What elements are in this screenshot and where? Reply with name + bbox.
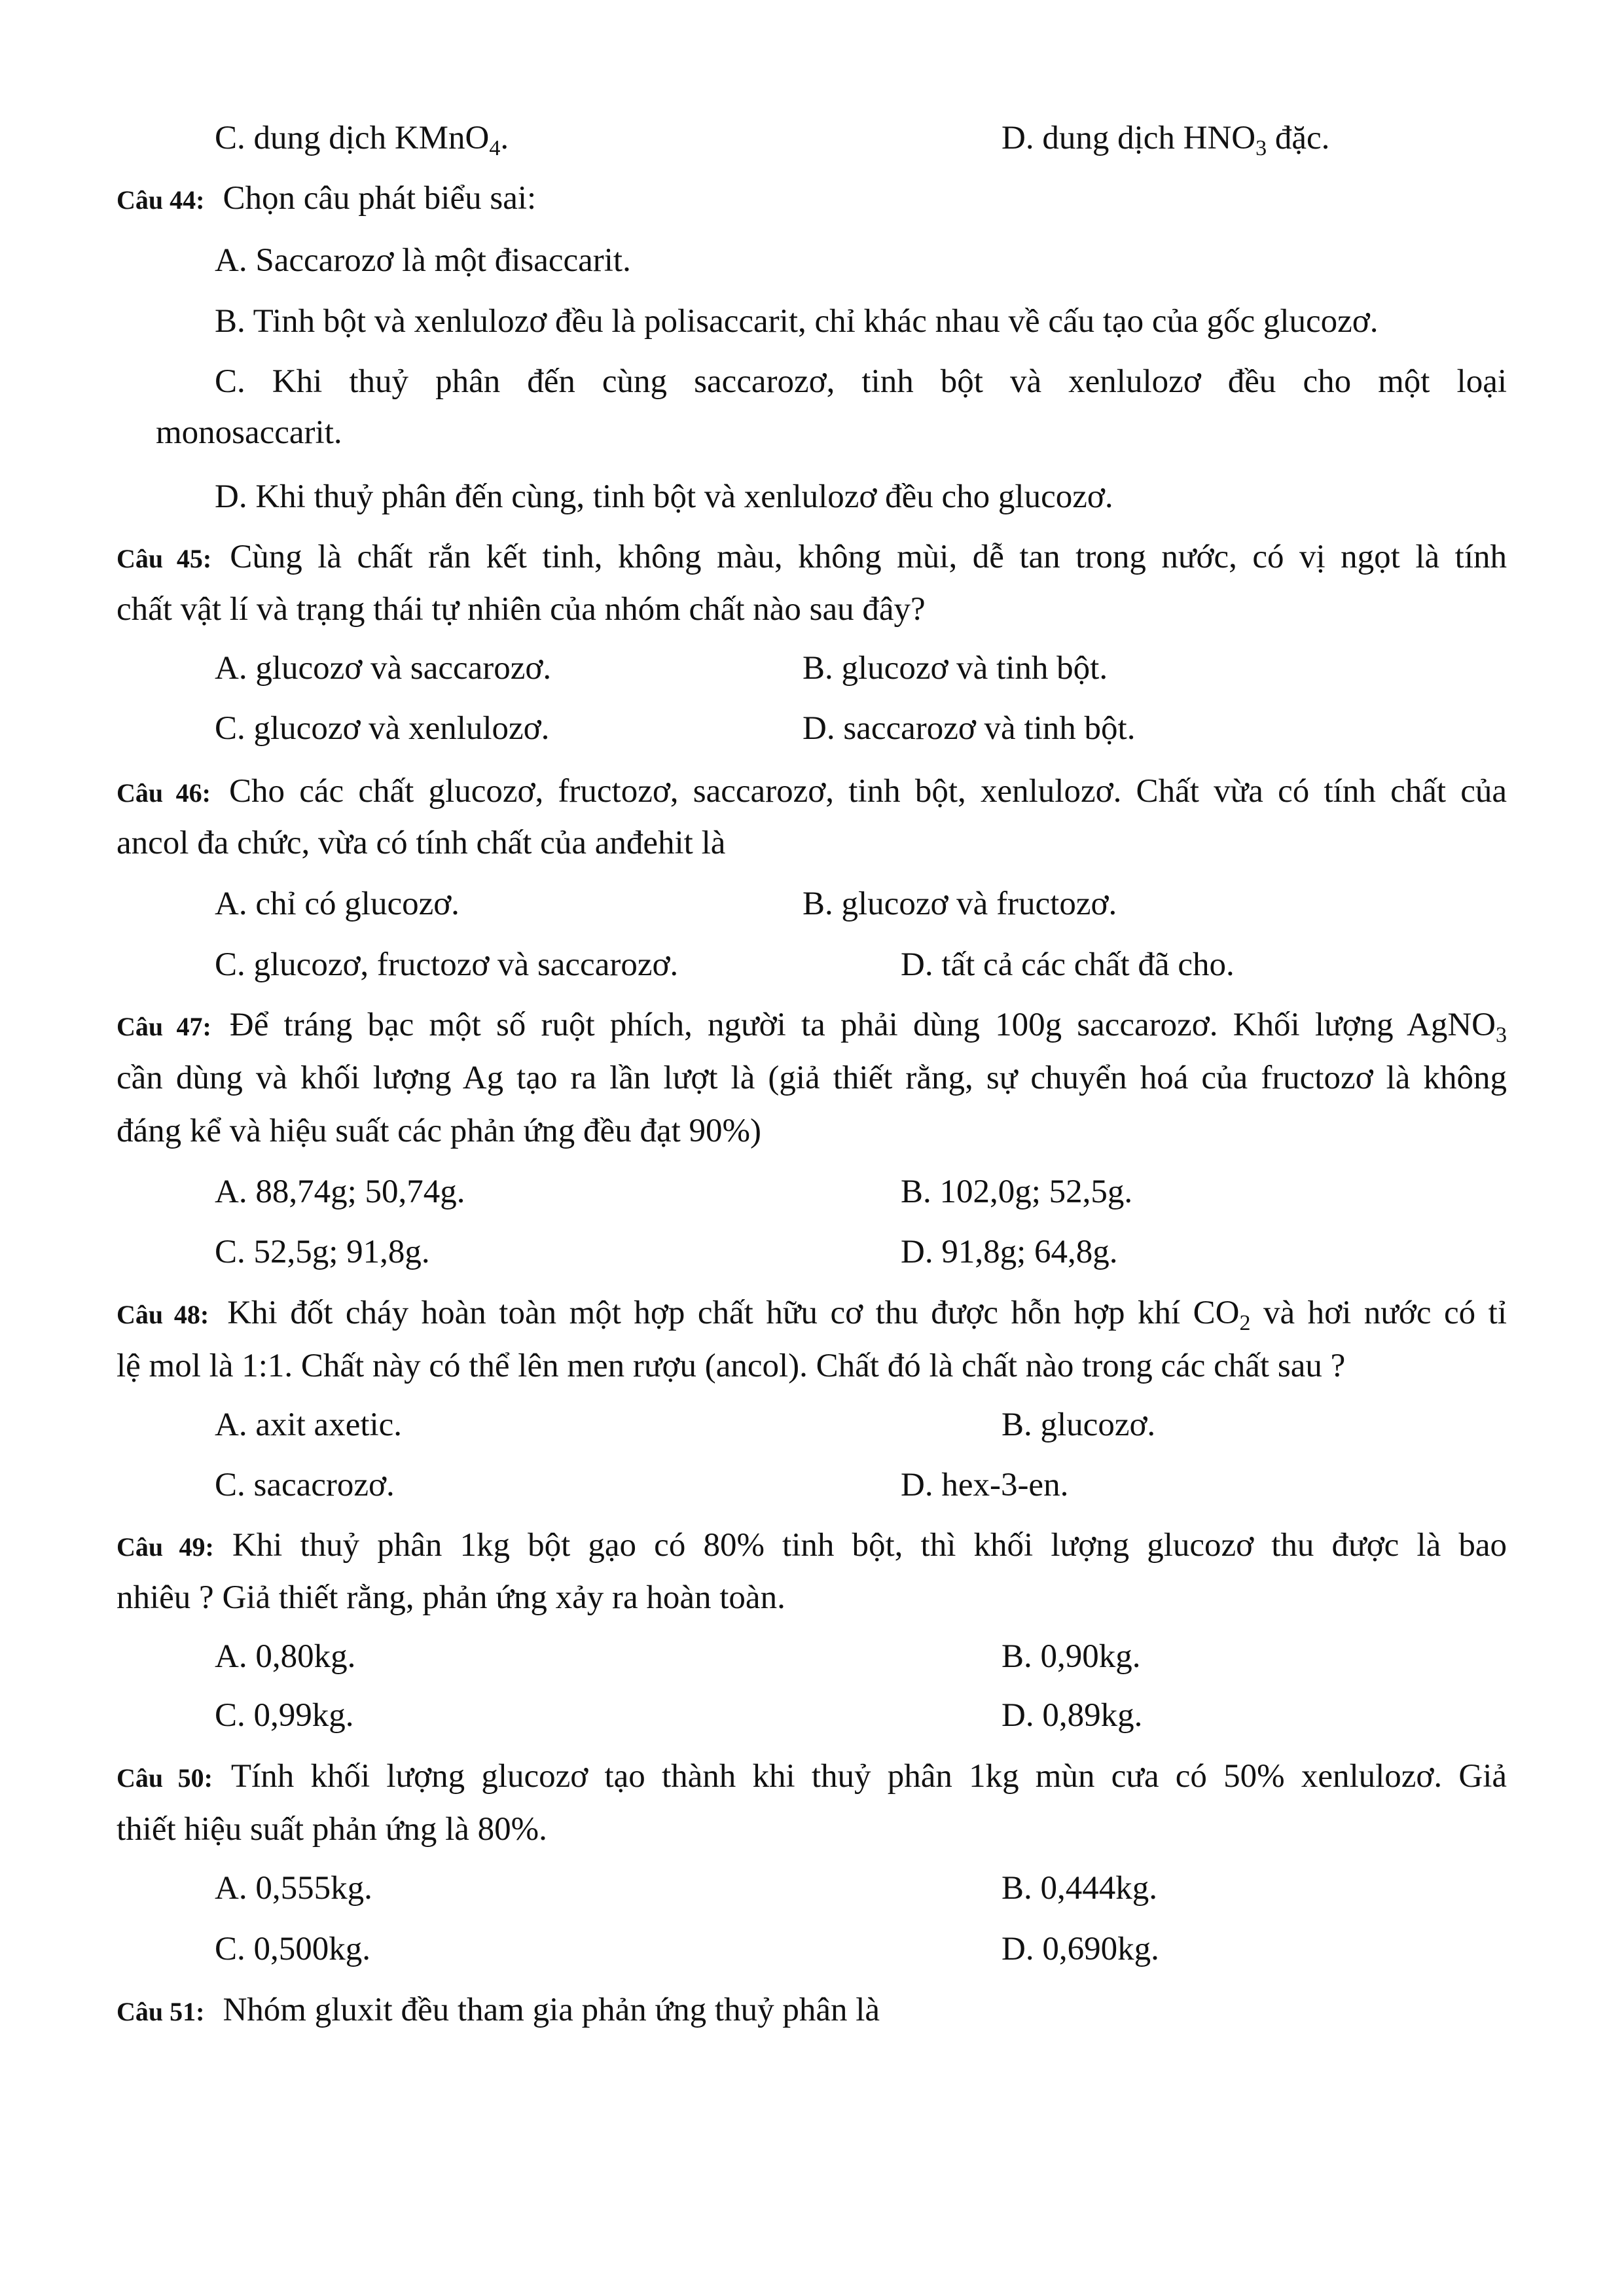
q47-stem-line1 <box>117 1005 1507 1049</box>
q48-option-d: D. hex-3-en. <box>901 1467 1069 1503</box>
q49-option-c: C. 0,99kg. <box>215 1697 354 1734</box>
q45-stem-line1 <box>117 537 1507 579</box>
q48-option-b: B. glucozơ. <box>1001 1407 1156 1443</box>
q50-option-a: A. 0,555kg. <box>215 1870 372 1907</box>
q46-stem-line2: ancol đa chức, vừa có tính chất của anđehit là <box>117 825 726 861</box>
q47-option-d: D. 91,8g; 64,8g. <box>901 1234 1118 1270</box>
q46-option-b: B. glucozơ và fructozơ. <box>803 886 1117 922</box>
q49-option-a: A. 0,80kg. <box>215 1638 356 1675</box>
q49-stem-text: Khi thuỷ phân 1kg bột gạo có 80% tinh bột, thì khối lượng glucozơ thu được là bao <box>232 1527 1507 1564</box>
q48-stem-text: Khi đốt cháy hoàn toàn một hợp chất hữu cơ thu được hỗn hợp khí CO <box>227 1295 1240 1331</box>
q44-option-d: D. Khi thuỷ phân đến cùng, tinh bột và xenlulozơ đều cho glucozơ. <box>215 478 1113 515</box>
q50-option-b: B. 0,444kg. <box>1001 1870 1158 1907</box>
q48-number: Câu 48: <box>117 1300 209 1329</box>
q45-option-d: D. saccarozơ và tinh bột. <box>803 710 1136 747</box>
q43-option-c-text: C. dung dịch KMnO <box>215 120 490 156</box>
q50-stem-line2: thiết hiệu suất phản ứng là 80%. <box>117 1811 547 1848</box>
q49-option-d: D. 0,89kg. <box>1001 1697 1143 1734</box>
q48-stem-subscript: 2 <box>1239 1311 1251 1335</box>
q46-number: Câu 46: <box>117 778 211 808</box>
q46-stem-line1 <box>117 771 1507 814</box>
q43-option-c-suffix: . <box>500 120 509 156</box>
q48-option-c: C. sacacrozơ. <box>215 1467 395 1503</box>
q44-stem-text: Chọn câu phát biểu sai: <box>223 180 537 217</box>
q44-option-b: B. Tinh bột và xenlulozơ đều là polisaccarit, chỉ khác nhau về cấu tạo của gốc glucozơ. <box>215 303 1379 340</box>
q43-option-c <box>215 118 509 162</box>
q50-stem-text: Tính khối lượng glucozơ tạo thành khi thuỷ phân 1kg mùn cưa có 50% xenlulozơ. Giả <box>230 1758 1507 1795</box>
q46-option-a: A. chỉ có glucozơ. <box>215 886 460 922</box>
q49-option-b: B. 0,90kg. <box>1001 1638 1141 1675</box>
q43-option-d-subscript: 3 <box>1255 136 1267 160</box>
q50-stem-line1 <box>117 1756 1507 1799</box>
q49-stem-line2: nhiêu ? Giả thiết rằng, phản ứng xảy ra hoàn toàn. <box>117 1579 785 1616</box>
q43-option-c-subscript: 4 <box>489 136 501 160</box>
q47-stem-line3: đáng kể và hiệu suất các phản ứng đều đạt 90%) <box>117 1113 761 1149</box>
q48-stem-line1 <box>117 1293 1507 1337</box>
q45-stem-line2: chất vật lí và trạng thái tự nhiên của nhóm chất nào sau đây? <box>117 591 926 628</box>
q47-stem-line2: cần dùng và khối lượng Ag tạo ra lần lượt là (giả thiết rằng, sự chuyển hoá của fructozơ là không <box>117 1060 1507 1096</box>
q50-option-d: D. 0,690kg. <box>1001 1931 1159 1967</box>
q48-stem-line2: lệ mol là 1:1. Chất này có thể lên men rượu (ancol). Chất đó là chất nào trong các chất sau ? <box>117 1348 1346 1384</box>
q44-option-c-line2: monosaccarit. <box>156 414 342 451</box>
q47-stem-subscript: 3 <box>1496 1023 1507 1047</box>
q45-stem-text: Cùng là chất rắn kết tinh, không màu, không mùi, dễ tan trong nước, có vị ngọt là tính <box>230 539 1507 575</box>
q45-number: Câu 45: <box>117 544 212 573</box>
q47-number: Câu 47: <box>117 1012 211 1041</box>
q50-option-c: C. 0,500kg. <box>215 1931 371 1967</box>
q47-option-c: C. 52,5g; 91,8g. <box>215 1234 430 1270</box>
q50-number: Câu 50: <box>117 1763 213 1793</box>
q49-stem-line1 <box>117 1525 1507 1568</box>
q44-number: Câu 44: <box>117 185 205 215</box>
q44-option-c-line1: C. Khi thuỷ phân đến cùng saccarozơ, tinh bột và xenlulozơ đều cho một loại <box>215 363 1507 400</box>
q48-option-a: A. axit axetic. <box>215 1407 403 1443</box>
q46-option-c: C. glucozơ, fructozơ và saccarozơ. <box>215 946 679 983</box>
q45-option-c: C. glucozơ và xenlulozơ. <box>215 710 550 747</box>
q45-option-a: A. glucozơ và saccarozơ. <box>215 650 552 687</box>
q46-stem-text: Cho các chất glucozơ, fructozơ, saccarozơ, tinh bột, xenlulozơ. Chất vừa có tính chất của <box>228 773 1507 810</box>
q43-option-d <box>1001 118 1329 162</box>
q45-option-b: B. glucozơ và tinh bột. <box>803 650 1108 687</box>
q43-option-d-text: D. dung dịch HNO <box>1001 120 1256 156</box>
q47-option-a: A. 88,74g; 50,74g. <box>215 1174 465 1210</box>
q47-stem-text: Để tráng bạc một số ruột phích, người ta phải dùng 100g saccarozơ. Khối lượng AgNO <box>229 1007 1496 1043</box>
q48-stem-suffix: và hơi nước có tỉ <box>1250 1295 1507 1331</box>
q46-option-d: D. tất cả các chất đã cho. <box>901 946 1235 983</box>
q51-stem <box>117 1990 1507 2032</box>
q51-stem-text: Nhóm gluxit đều tham gia phản ứng thuỷ phân là <box>223 1992 880 2028</box>
q44-stem <box>117 178 1507 221</box>
q49-number: Câu 49: <box>117 1532 214 1562</box>
q51-number: Câu 51: <box>117 1997 205 2026</box>
q43-option-d-suffix: đặc. <box>1267 120 1330 156</box>
q47-option-b: B. 102,0g; 52,5g. <box>901 1174 1133 1210</box>
q44-option-a: A. Saccarozơ là một đisaccarit. <box>215 242 631 279</box>
